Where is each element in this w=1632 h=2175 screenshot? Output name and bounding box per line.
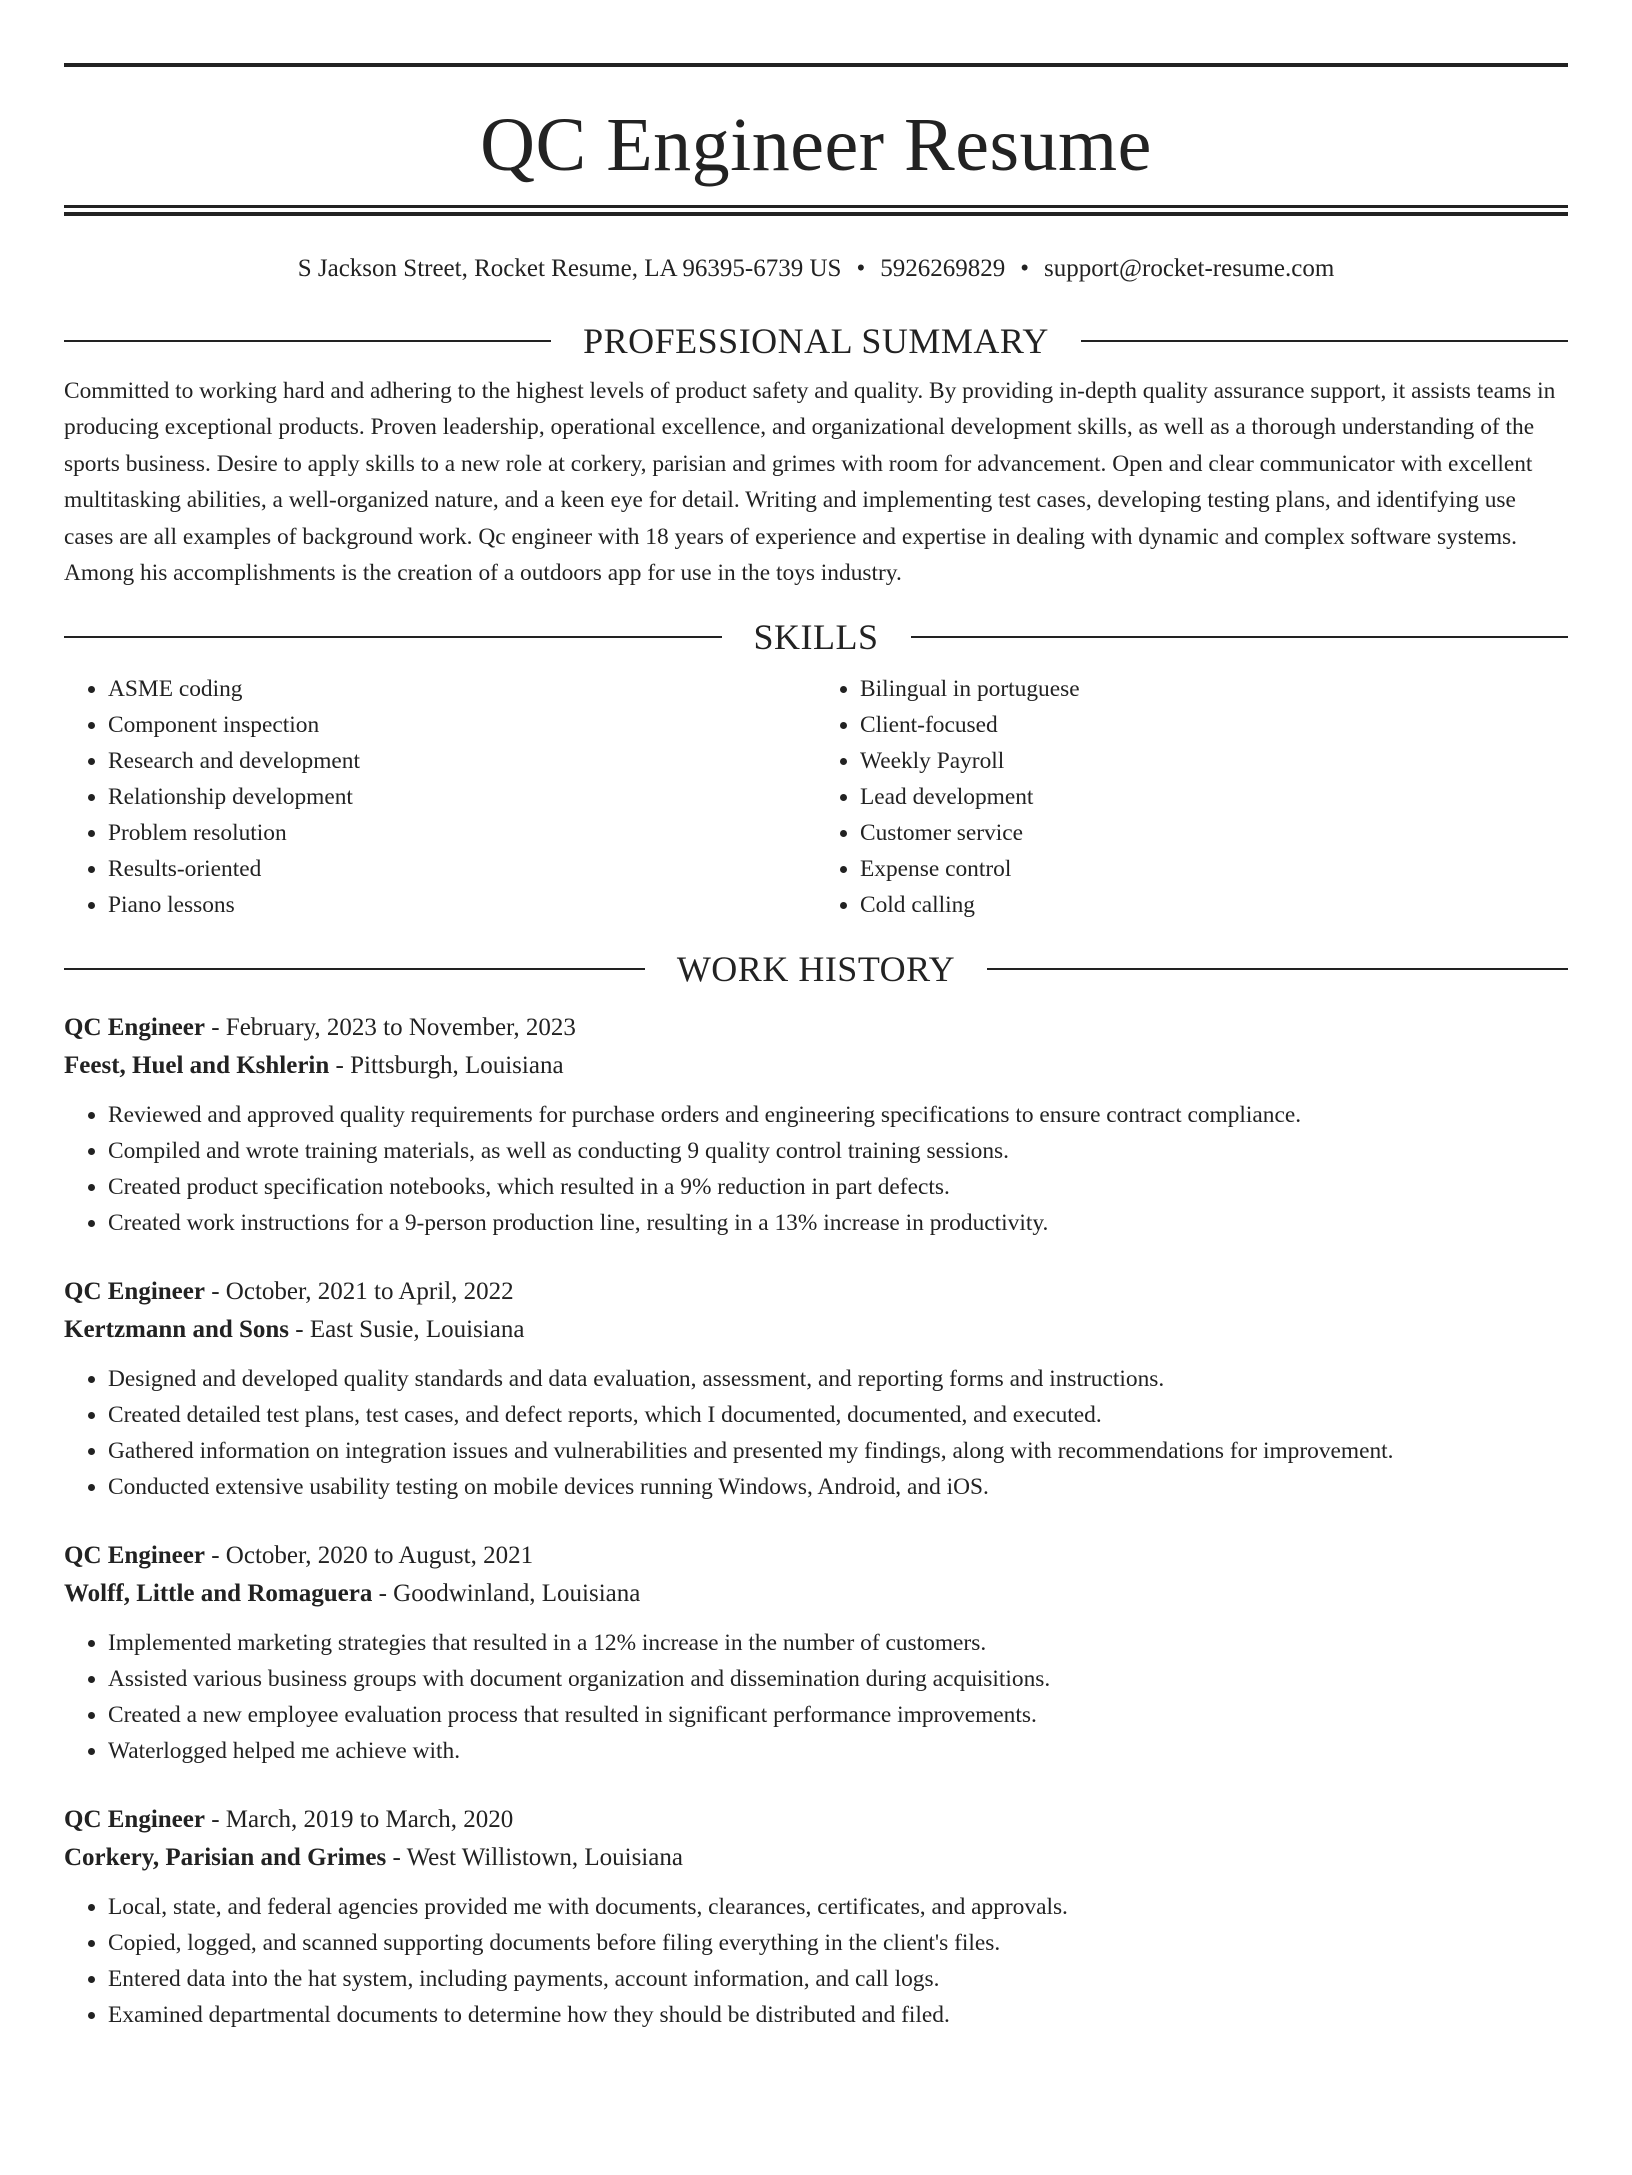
skill-item: • Relationship development bbox=[108, 779, 816, 815]
job-bullet: • Created work instructions for a 9-person production line, resulting in a 13% increase in productivity. bbox=[108, 1205, 1568, 1241]
contact-separator: • bbox=[1020, 255, 1029, 282]
skills-column-left bbox=[64, 671, 816, 923]
job-bullet: • Created product specification notebooks, which resulted in a 9% reduction in part defects. bbox=[108, 1169, 1568, 1205]
job-dates: - October, 2021 to April, 2022 bbox=[204, 1277, 514, 1305]
skill-item: • Lead development bbox=[860, 779, 1568, 815]
skill-item: • Expense control bbox=[860, 851, 1568, 887]
skill-item: • Client-focused bbox=[860, 707, 1568, 743]
job-entry bbox=[64, 1273, 1568, 1505]
contact-phone: 5926269829 bbox=[880, 255, 1006, 282]
skill-item: • Bilingual in portuguese bbox=[860, 671, 1568, 707]
skill-item: • Piano lessons bbox=[108, 887, 816, 923]
section-rule bbox=[911, 636, 1569, 638]
job-title-line bbox=[64, 1537, 1568, 1575]
job-bullet: • Gathered information on integration issues and vulnerabilities and presented my findings, along with recommendations for improvement. bbox=[108, 1433, 1568, 1469]
job-title: QC Engineer bbox=[64, 1541, 205, 1569]
contact-separator: • bbox=[856, 255, 866, 282]
job-location: - East Susie, Louisiana bbox=[289, 1315, 525, 1343]
job-company-line bbox=[64, 1839, 1568, 1877]
title-double-rule bbox=[64, 205, 1568, 216]
work-section-heading bbox=[64, 947, 1568, 991]
summary-section-heading bbox=[64, 319, 1568, 363]
resume-page bbox=[0, 63, 1632, 2175]
job-dates: - October, 2020 to August, 2021 bbox=[204, 1541, 534, 1569]
job-bullet: • Waterlogged helped me achieve with. bbox=[108, 1733, 1568, 1769]
job-bullets bbox=[64, 1625, 1568, 1769]
job-bullet: • Copied, logged, and scanned supporting documents before filing everything in the client's files. bbox=[108, 1925, 1568, 1961]
job-bullet: • Implemented marketing strategies that resulted in a 12% increase in the number of customers. bbox=[108, 1625, 1568, 1661]
job-title-line bbox=[64, 1273, 1568, 1311]
section-rule bbox=[64, 968, 645, 970]
top-rule bbox=[64, 63, 1568, 67]
job-bullet: • Created a new employee evaluation process that resulted in significant performance improvements. bbox=[108, 1697, 1568, 1733]
skills-list bbox=[64, 671, 1568, 923]
job-bullet: • Examined departmental documents to determine how they should be distributed and filed. bbox=[108, 1997, 1568, 2033]
job-company-line bbox=[64, 1047, 1568, 1085]
job-bullet: • Created detailed test plans, test cases, and defect reports, which I documented, documented, and executed. bbox=[108, 1397, 1568, 1433]
job-bullet: • Designed and developed quality standards and data evaluation, assessment, and reporting forms and instructions. bbox=[108, 1361, 1568, 1397]
job-bullet: • Assisted various business groups with document organization and dissemination during acquisitions. bbox=[108, 1661, 1568, 1697]
job-company: Feest, Huel and Kshlerin bbox=[64, 1051, 330, 1079]
job-dates: - February, 2023 to November, 2023 bbox=[204, 1013, 576, 1041]
job-bullets bbox=[64, 1361, 1568, 1505]
skill-item: • Problem resolution bbox=[108, 815, 816, 851]
job-bullet: • Compiled and wrote training materials, as well as conducting 9 quality control training sessions. bbox=[108, 1133, 1568, 1169]
job-dates: - March, 2019 to March, 2020 bbox=[204, 1805, 514, 1833]
job-bullet: • Entered data into the hat system, including payments, account information, and call logs. bbox=[108, 1961, 1568, 1997]
skill-item: • Weekly Payroll bbox=[860, 743, 1568, 779]
job-location: - Pittsburgh, Louisiana bbox=[329, 1051, 564, 1079]
work-heading: WORK HISTORY bbox=[676, 948, 956, 989]
job-location: - Goodwinland, Louisiana bbox=[372, 1579, 641, 1607]
job-entry bbox=[64, 1537, 1568, 1769]
job-company: Wolff, Little and Romaguera bbox=[64, 1579, 373, 1607]
skill-item: • ASME coding bbox=[108, 671, 816, 707]
section-rule bbox=[64, 340, 551, 342]
job-company: Kertzmann and Sons bbox=[64, 1315, 290, 1343]
job-company: Corkery, Parisian and Grimes bbox=[64, 1843, 387, 1871]
contact-line bbox=[64, 253, 1568, 285]
job-title-line bbox=[64, 1009, 1568, 1047]
job-company-line bbox=[64, 1575, 1568, 1613]
job-entry bbox=[64, 1009, 1568, 1241]
skills-section-heading bbox=[64, 615, 1568, 659]
skill-item: • Component inspection bbox=[108, 707, 816, 743]
page-title: QC Engineer Resume bbox=[480, 103, 1152, 187]
job-bullets bbox=[64, 1097, 1568, 1241]
contact-email: support@rocket-resume.com bbox=[1043, 255, 1335, 282]
job-title: QC Engineer bbox=[64, 1013, 205, 1041]
job-title: QC Engineer bbox=[64, 1805, 205, 1833]
skill-item: • Research and development bbox=[108, 743, 816, 779]
job-bullet: • Conducted extensive usability testing on mobile devices running Windows, Android, and iOS. bbox=[108, 1469, 1568, 1505]
job-bullet: • Local, state, and federal agencies provided me with documents, clearances, certificates, and approvals. bbox=[108, 1889, 1568, 1925]
job-company-line bbox=[64, 1311, 1568, 1349]
job-bullets bbox=[64, 1889, 1568, 2033]
summary-text: Committed to working hard and adhering to the highest levels of product safety and quality. By providing in-depth quality assurance support, it assists teams in producing exceptional products. Proven leadership, operational excellence, and organizational development skills, as well as a thorough understanding of the sports business. Desire to apply skills to a new role at corkery, parisian and grimes with room for advancement. Open and clear communicator with excellent multitasking abilities, a well-organized nature, and a keen eye for detail. Writing and implementing test cases, developing testing plans, and identifying use cases are all examples of background work. Qc engineer with 18 years of experience and expertise in dealing with dynamic and complex software systems. Among his accomplishments is the creation of a outdoors app for use in the toys industry. bbox=[64, 378, 1556, 587]
job-title: QC Engineer bbox=[64, 1277, 205, 1305]
contact-address: S Jackson Street, Rocket Resume, LA 96395-6739 US bbox=[297, 255, 842, 282]
section-rule bbox=[1081, 340, 1568, 342]
section-rule bbox=[987, 968, 1568, 970]
job-bullet: • Reviewed and approved quality requirements for purchase orders and engineering specifications to ensure contract compliance. bbox=[108, 1097, 1568, 1133]
job-title-line bbox=[64, 1801, 1568, 1839]
skill-item: • Customer service bbox=[860, 815, 1568, 851]
skill-item: • Results-oriented bbox=[108, 851, 816, 887]
skill-item: • Cold calling bbox=[860, 887, 1568, 923]
skills-heading: SKILLS bbox=[753, 616, 879, 657]
summary-heading: PROFESSIONAL SUMMARY bbox=[583, 321, 1049, 361]
job-location: - West Willistown, Louisiana bbox=[386, 1843, 683, 1871]
skills-column-right bbox=[816, 671, 1568, 923]
section-rule bbox=[64, 636, 722, 638]
job-entry bbox=[64, 1801, 1568, 2033]
